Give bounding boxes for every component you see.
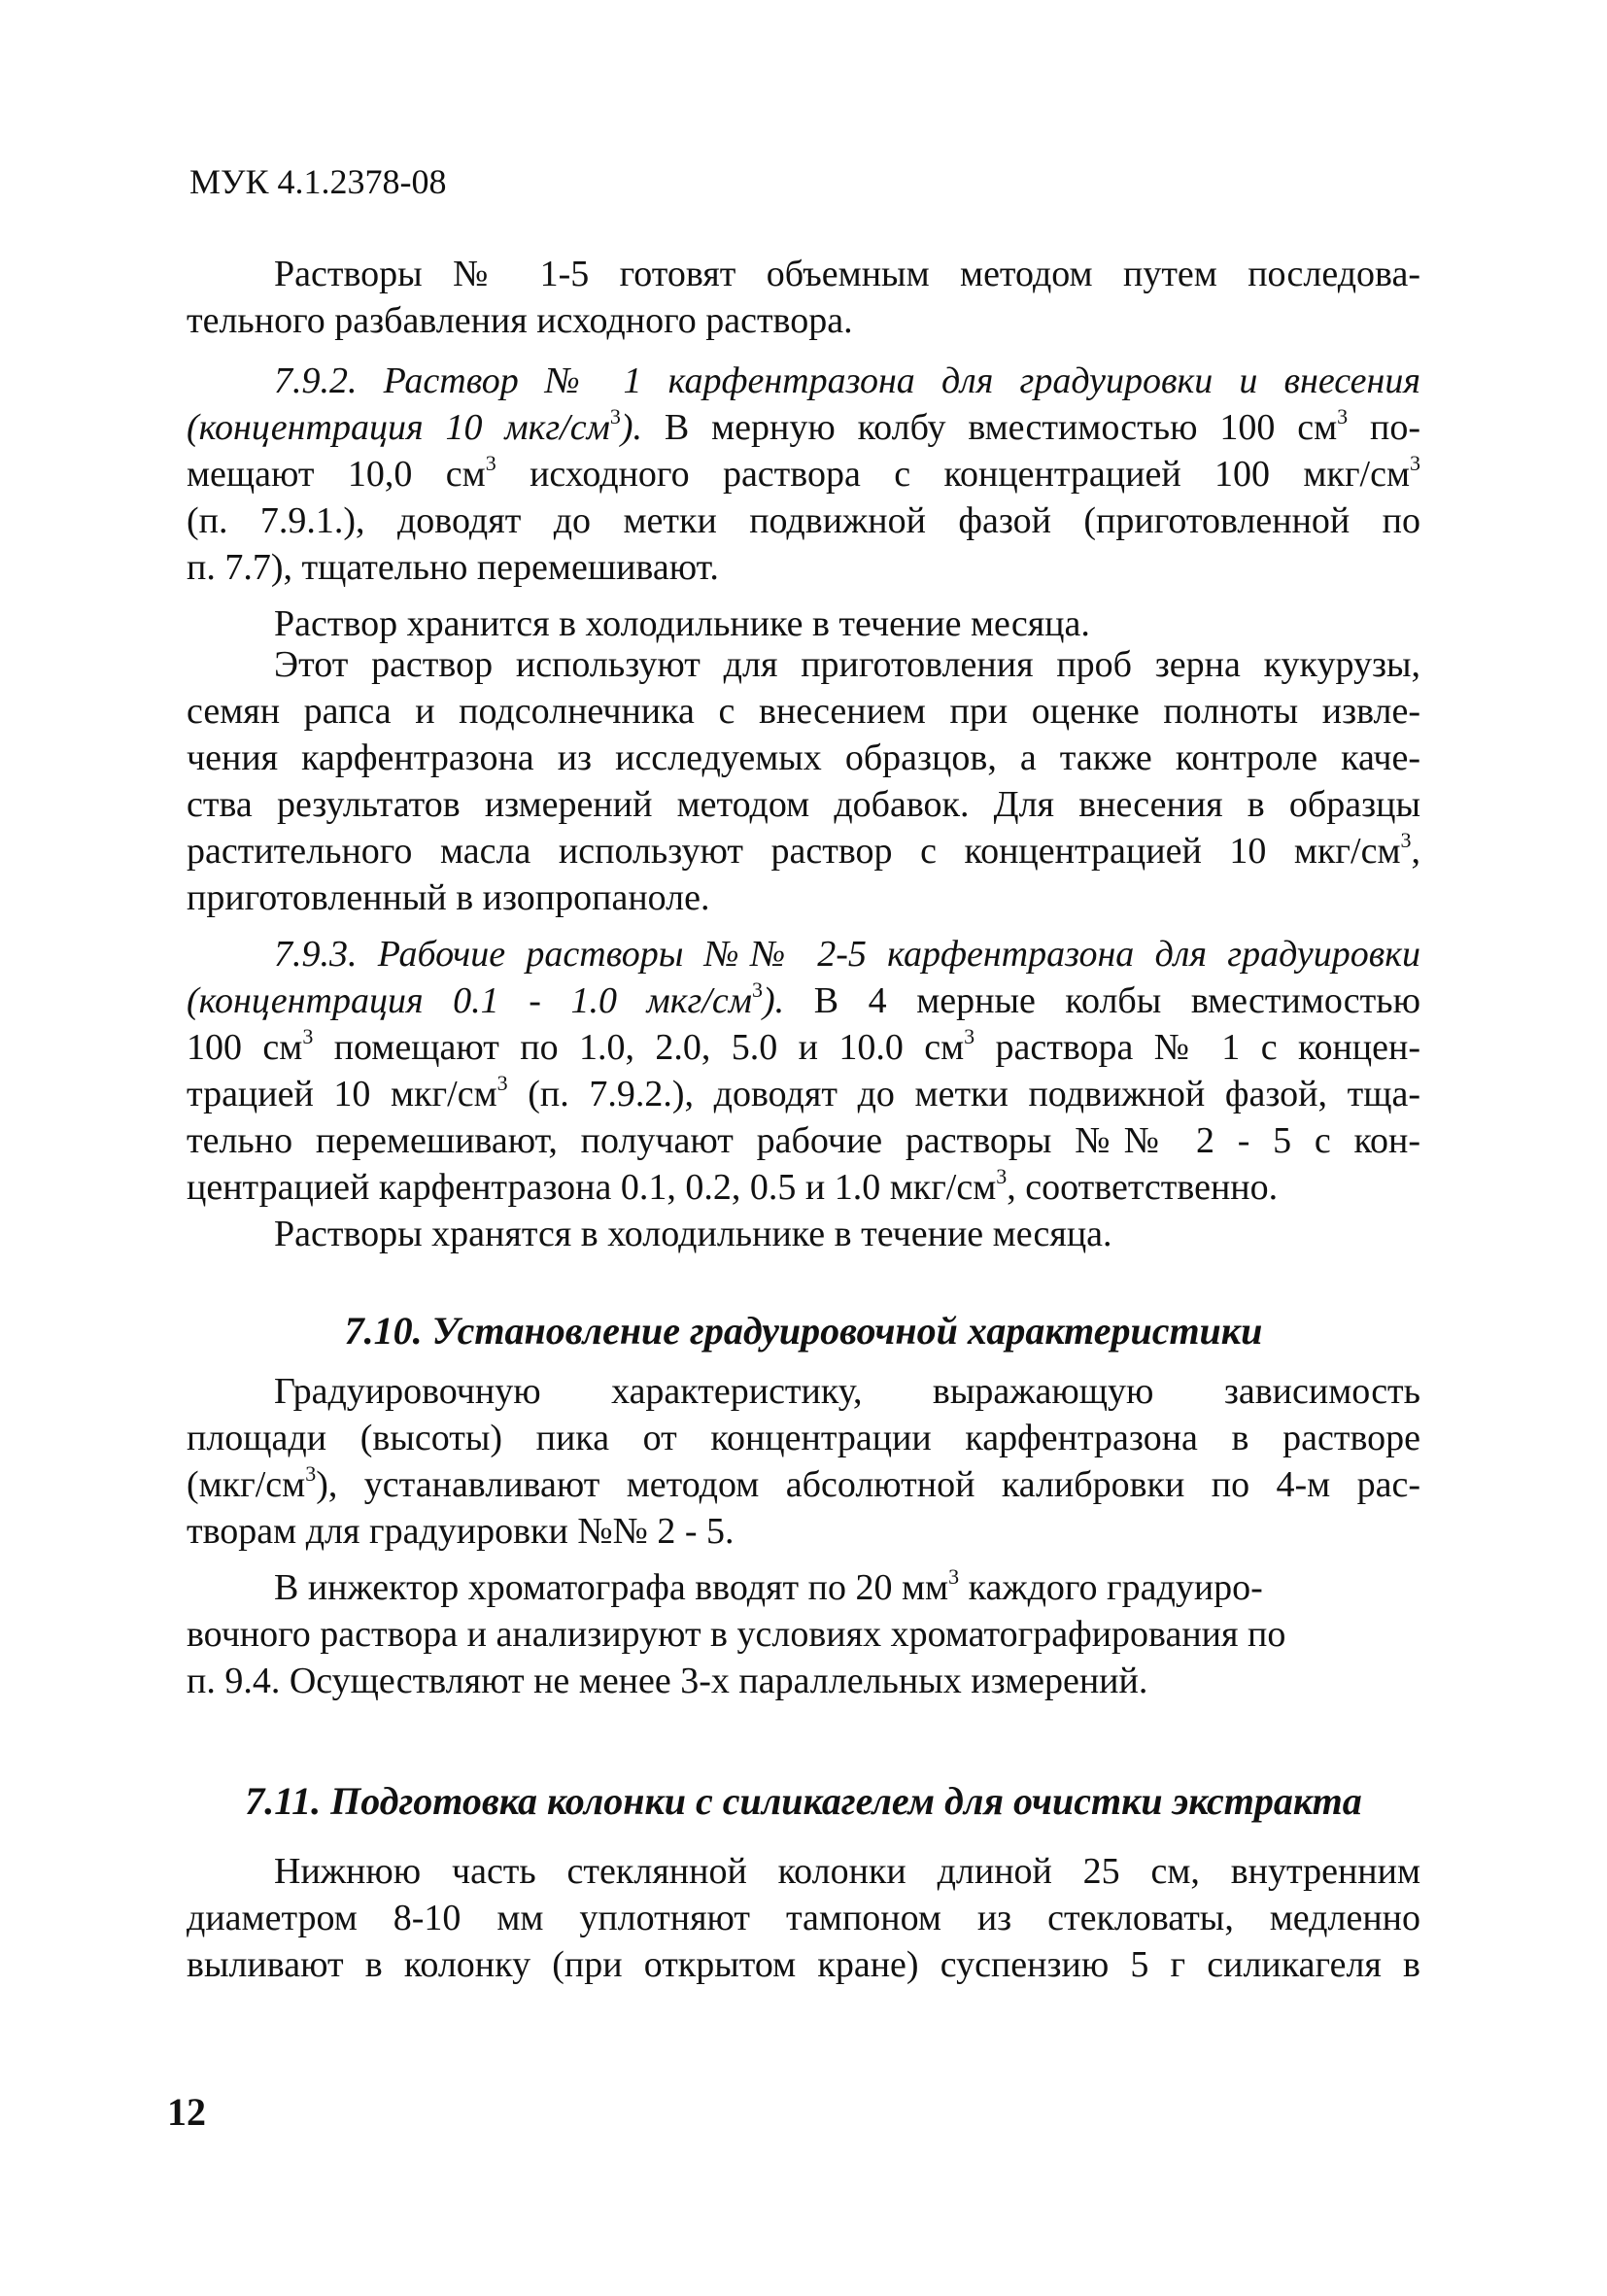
section-7-11-heading: 7.11. Подготовка колонки с силикагелем для очистки экстракта [245,1779,1362,1823]
section-7-10-heading: 7.10. Установление градуировочной характеристики [344,1309,1263,1353]
text-line: вочного раствора и анализируют в условиях хроматографирования по [187,1614,1286,1655]
text-line: приготовленный в изопропаноле. [187,877,710,918]
text-line: площади (высоты) пика от концентрации карфентразона в растворе [187,1418,1420,1458]
section-7-9-2 [187,358,1420,647]
text-line: тельно перемешивают, получают рабочие растворы №№ 2 - 5 с кон- [187,1120,1420,1161]
text-line: мещают 10,0 $см^3$ исходного раствора с концентрацией 100 мкг/$см^3$ [187,451,1420,495]
text-line: Этот раствор используют для приготовления проб зерна кукурузы, [274,644,1420,685]
document-code: МУК 4.1.2378-08 [189,162,447,201]
text-line: чения карфентразона из исследуемых образцов, а также контроле каче- [187,737,1420,778]
text-line: выливают в колонку (при открытом кране) суспензию 5 г силикагеля в [187,1944,1420,1985]
section-7-10 [187,1368,1420,1555]
page-number: 12 [167,2090,206,2134]
text-line: трацией 10 мкг/$см^3$ (п. 7.9.2.), доводят до метки подвижной фазой, тща- [187,1071,1420,1114]
text-line: Раствор хранится в холодильнике в течение месяца. [274,603,1090,644]
section-7-10-injection [187,1564,1420,1704]
text-line: Градуировочную характеристику, выражающую зависимость [274,1371,1420,1412]
text-line: тельного разбавления исходного раствора. [187,300,853,341]
text-line: диаметром 8-10 мм уплотняют тампоном из стекловаты, медленно [187,1898,1420,1938]
section-7-9-3 [187,931,1420,1257]
text-line: растительного масла используют раствор с концентрацией 10 мкг/$см^3$, [187,828,1420,872]
text-line: Растворы хранятся в холодильнике в течение месяца. [274,1214,1112,1254]
text-line: 100 $см^3$ помещают по 1.0, 2.0, 5.0 и 10.0 $см^3$ раствора № 1 с концен- [187,1024,1421,1068]
text-line: Нижнюю часть стеклянной колонки длиной 25 см, внутренним [274,1851,1420,1892]
section-7-11 [187,1848,1420,1988]
text-line: (концентрация 0.1 - 1.0 мкг/$см^3$). В 4 мерные колбы вместимостью [187,977,1420,1021]
text-line: В инжектор хроматографа вводят по 20 $мм^3$ каждого градуиро- [274,1564,1263,1608]
text-line: (концентрация 10 мкг/$см^3$). В мерную колбу вместимостью 100 $см^3$ по- [187,404,1420,448]
text-line: Растворы № 1-5 готовят объемным методом путем последова- [274,254,1420,294]
section-7-9-3-title: 7.9.3. Рабочие растворы №№ 2-5 карфентразона для градуировки [274,934,1420,975]
paragraph-intro [187,251,1420,344]
text-line: центрацией карфентразона 0.1, 0.2, 0.5 и 1.0 мкг/$см^3$, соответственно. [187,1164,1279,1208]
text-line: $(мкг/см^3)$, устанавливают методом абсолютной калибровки по 4-м рас- [187,1461,1420,1505]
text-line: п. 7.7), тщательно перемешивают. [187,547,719,588]
text-line: семян рапса и подсолнечника с внесением при оценке полноты извле- [187,691,1420,732]
paragraph-usage [187,641,1420,921]
text-line: (п. 7.9.1.), доводят до метки подвижной фазой (приготовленной по [187,500,1420,541]
text-line: п. 9.4. Осуществляют не менее 3-х параллельных измерений. [187,1661,1148,1701]
section-7-9-2-title: 7.9.2. Раствор № 1 карфентразона для градуировки и внесения [274,360,1420,401]
text-line: творам для градуировки №№ 2 - 5. [187,1511,735,1552]
text-line: ства результатов измерений методом добавок. Для внесения в образцы [187,784,1420,825]
